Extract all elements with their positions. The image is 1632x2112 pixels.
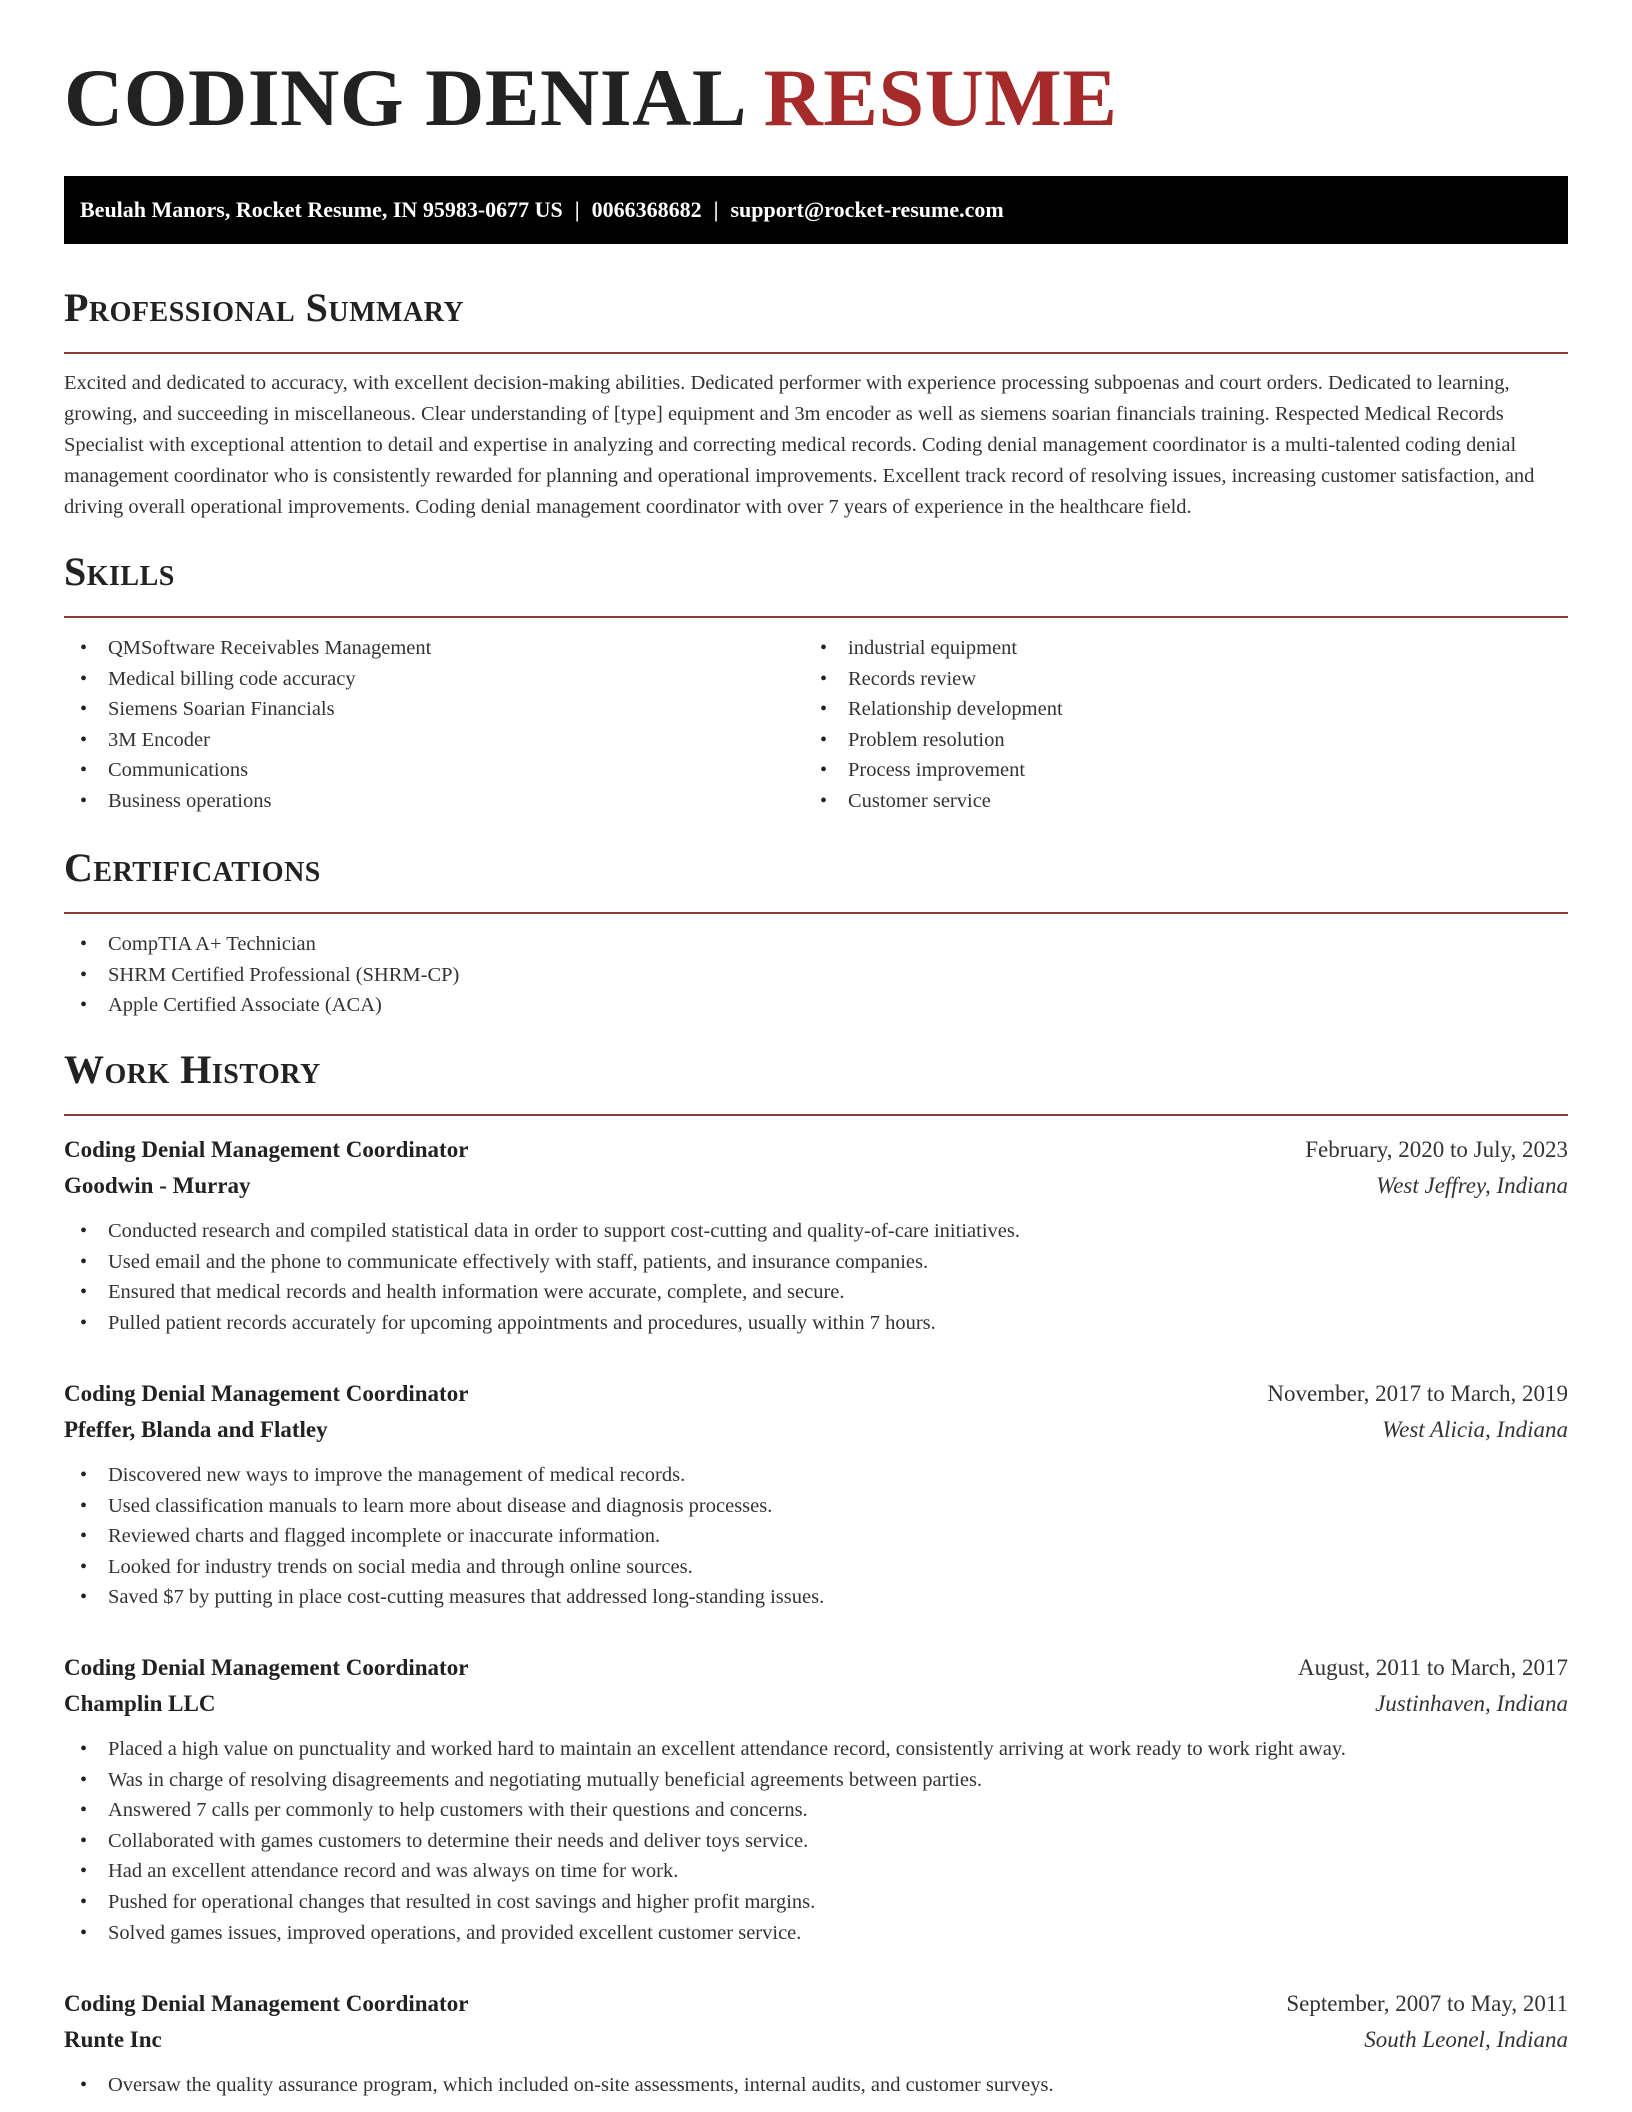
job-bullet: • Pulled patient records accurately for upcoming appointments and procedures, usually within 7 hours. xyxy=(64,1308,1568,1339)
job-entry xyxy=(64,1650,1568,1948)
job-bullet: • Placed a high value on punctuality and worked hard to maintain an excellent attendance record, consistently arriving at work ready to work right away. xyxy=(64,1734,1568,1765)
job-dates: November, 2017 to March, 2019 xyxy=(1267,1381,1568,1406)
job-entry xyxy=(64,1986,1568,2101)
section-work-title: Work History xyxy=(64,1047,321,1092)
contact-address: Beulah Manors, Rocket Resume, IN 95983-0677 US xyxy=(80,197,563,222)
job-bullet: • Used classification manuals to learn more about disease and diagnosis processes. xyxy=(64,1491,1568,1522)
job-entry xyxy=(64,1376,1568,1613)
job-bullet: • Was in charge of resolving disagreements and negotiating mutually beneficial agreements between parties. xyxy=(64,1765,1568,1796)
job-bullets xyxy=(64,1216,1568,1338)
job-bullet: • Solved games issues, improved operations, and provided excellent customer service. xyxy=(64,1918,1568,1949)
skill-item: • industrial equipment xyxy=(804,633,1544,664)
job-bullet: • Discovered new ways to improve the management of medical records. xyxy=(64,1460,1568,1491)
skill-item: • 3M Encoder xyxy=(64,725,804,756)
skill-item: • Records review xyxy=(804,664,1544,695)
job-bullet: • Answered 7 calls per commonly to help customers with their questions and concerns. xyxy=(64,1795,1568,1826)
contact-bar xyxy=(64,176,1568,244)
job-role: Coding Denial Management Coordinator xyxy=(64,1655,469,1680)
job-bullet: • Pushed for operational changes that resulted in cost savings and higher profit margins. xyxy=(64,1887,1568,1918)
skill-item: • Customer service xyxy=(804,786,1544,817)
job-role: Coding Denial Management Coordinator xyxy=(64,1381,469,1406)
job-company: Pfeffer, Blanda and Flatley xyxy=(64,1417,328,1442)
contact-separator: | xyxy=(713,197,719,222)
job-role: Coding Denial Management Coordinator xyxy=(64,1991,469,2016)
skill-item: • Relationship development xyxy=(804,694,1544,725)
summary-text: Excited and dedicated to accuracy, with excellent decision-making abilities. Dedicated performer with experience processing subpoenas and court orders. Dedicated to learning, growing, and succeeding in miscellaneous. Clear understanding of [type] equipment and 3m encoder as well as siemens soarian financials training. Respected Medical Records Specialist with exceptional attention to detail and expertise in analyzing and correcting medical records. Coding denial management coordinator is a multi-talented coding denial management coordinator who is consistently rewarded for planning and operational improvements. Excellent track record of resolving issues, increasing customer satisfaction, and driving overall operational improvements. Coding denial management coordinator with over 7 years of experience in the healthcare field. xyxy=(64,372,1535,518)
skills-list-left xyxy=(64,633,804,817)
job-company: Champlin LLC xyxy=(64,1691,216,1716)
title-main: CODING DENIAL xyxy=(64,52,743,143)
certification-item: • SHRM Certified Professional (SHRM-CP) xyxy=(64,960,1568,991)
certification-item: • CompTIA A+ Technician xyxy=(64,929,1568,960)
skill-item: • Communications xyxy=(64,755,804,786)
skill-item: • Medical billing code accuracy xyxy=(64,664,804,695)
section-skills-header xyxy=(64,550,1568,618)
job-bullet: • Reviewed charts and flagged incomplete or inaccurate information. xyxy=(64,1521,1568,1552)
job-location: West Alicia, Indiana xyxy=(1382,1417,1568,1442)
skill-item: • Business operations xyxy=(64,786,804,817)
job-bullet: • Had an excellent attendance record and was always on time for work. xyxy=(64,1856,1568,1887)
resume-title xyxy=(64,0,1568,143)
job-bullets xyxy=(64,1460,1568,1613)
skill-item: • QMSoftware Receivables Management xyxy=(64,633,804,664)
section-certifications-header xyxy=(64,846,1568,914)
job-bullet: • Conducted research and compiled statistical data in order to support cost-cutting and quality-of-care initiatives. xyxy=(64,1216,1568,1247)
job-dates: February, 2020 to July, 2023 xyxy=(1305,1137,1568,1162)
contact-phone: 0066368682 xyxy=(591,197,702,222)
section-summary-title: Professional Summary xyxy=(64,285,465,330)
job-bullet: • Collaborated with games customers to determine their needs and deliver toys service. xyxy=(64,1826,1568,1857)
section-work-header xyxy=(64,1048,1568,1116)
job-entry xyxy=(64,1132,1568,1338)
certifications-list xyxy=(64,929,1568,1021)
job-role: Coding Denial Management Coordinator xyxy=(64,1137,469,1162)
job-location: Justinhaven, Indiana xyxy=(1375,1691,1568,1716)
job-location: West Jeffrey, Indiana xyxy=(1376,1173,1568,1198)
skill-item: • Siemens Soarian Financials xyxy=(64,694,804,725)
job-bullet: • Saved $7 by putting in place cost-cutting measures that addressed long-standing issues. xyxy=(64,1582,1568,1613)
section-certifications-title: Certifications xyxy=(64,845,321,890)
job-bullets xyxy=(64,1734,1568,1948)
job-bullet: • Oversaw the quality assurance program, which included on-site assessments, internal audits, and customer surveys. xyxy=(64,2070,1568,2101)
job-bullet: • Used email and the phone to communicate effectively with staff, patients, and insurance companies. xyxy=(64,1247,1568,1278)
contact-separator: | xyxy=(574,197,580,222)
job-bullet: • Looked for industry trends on social media and through online sources. xyxy=(64,1552,1568,1583)
job-company: Goodwin - Murray xyxy=(64,1173,251,1198)
job-dates: September, 2007 to May, 2011 xyxy=(1286,1991,1568,2016)
job-location: South Leonel, Indiana xyxy=(1364,2027,1568,2052)
job-dates: August, 2011 to March, 2017 xyxy=(1297,1655,1568,1680)
skill-item: • Problem resolution xyxy=(804,725,1544,756)
section-summary-header xyxy=(64,286,1568,354)
job-company: Runte Inc xyxy=(64,2027,162,2052)
title-accent: RESUME xyxy=(763,52,1118,143)
section-skills-title: Skills xyxy=(64,549,175,594)
contact-email: support@rocket-resume.com xyxy=(730,197,1004,222)
certification-item: • Apple Certified Associate (ACA) xyxy=(64,990,1568,1021)
skills-list-right xyxy=(804,633,1544,817)
resume-page xyxy=(64,0,1568,2096)
job-bullets xyxy=(64,2070,1568,2101)
job-bullet: • Ensured that medical records and health information were accurate, complete, and secure. xyxy=(64,1277,1568,1308)
skill-item: • Process improvement xyxy=(804,755,1544,786)
